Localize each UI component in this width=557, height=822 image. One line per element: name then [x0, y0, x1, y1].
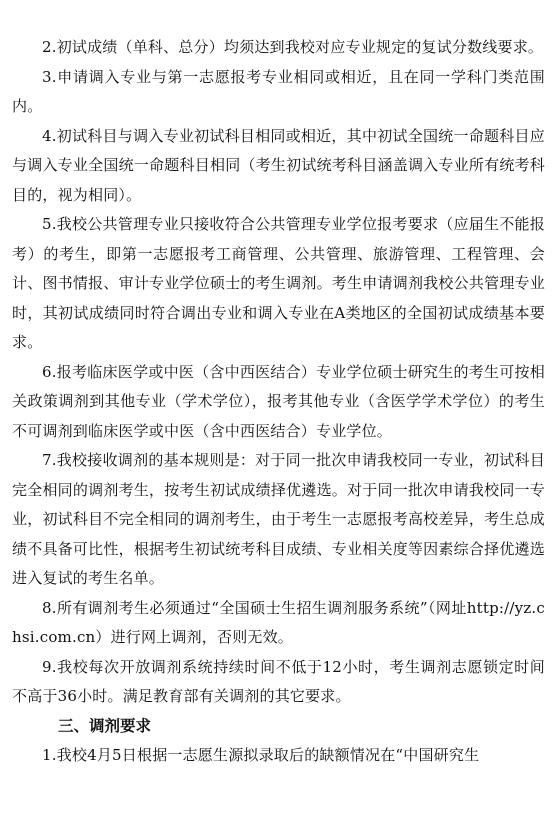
- paragraph-item-3: 3.申请调入专业与第一志愿报考专业相同或相近，且在同一学科门类范围内。: [12, 67, 545, 115]
- paragraph-item-5: 5.我校公共管理专业只接收符合公共管理专业学位报考要求（应届生不能报考）的考生，即第一志愿报考工商管理、公共管理、旅游管理、工程管理、会计、图书情报、审计专业学位硕士的考生调剂。考生申请调剂我校公共管理专业时，其初试成绩同时符合调出专业和调入专业在A类地区的全国初试成绩基本要求。: [12, 215, 545, 351]
- paragraph-item-9: 9.我校每次开放调剂系统持续时间不低于12小时，考生调剂志愿锁定时间不高于36小时。满足教育部有关调剂的其它要求。: [12, 657, 545, 705]
- paragraph-item-2: 2.初试成绩（单科、总分）均须达到我校对应专业规定的复试分数线要求。: [42, 38, 544, 56]
- paragraph-item-6: 6.报考临床医学或中医（含中西医结合）专业学位硕士研究生的考生可按相关政策调剂到其他专业（学术学位），报考其他专业（含医学学术学位）的考生不可调剂到临床医学或中医（含中西医结合）专业学位。: [12, 362, 545, 440]
- section-heading: 三、调剂要求: [58, 716, 152, 735]
- paragraph-item-7: 7.我校接收调剂的基本规则是：对于同一批次申请我校同一专业，初试科目完全相同的调剂考生，按考生初试成绩择优遴选。对于同一批次申请我校同一专业，初试科目不完全相同的调剂考生，由于考生一志愿报考高校差异，考生总成绩不具备可比性，根据考生初试统考科目成绩、专业相关度等因素综合择优遴选进入复试的考生名单。: [12, 451, 545, 587]
- paragraph-item-8: 8.所有调剂考生必须通过“全国硕士生招生调剂服务系统”（网址http://yz.chsi.com.cn）进行网上调剂，否则无效。: [12, 598, 545, 646]
- paragraph-item-next-section-1: 1.我校4月5日根据一志愿生源拟录取后的缺额情况在“中国研究生: [42, 746, 480, 764]
- paragraph-item-4: 4.初试科目与调入专业初试科目相同或相近，其中初试全国统一命题科目应与调入专业全国统一命题科目相同（考生初试统考科目涵盖调入专业所有统考科目的，视为相同）。: [12, 126, 545, 204]
